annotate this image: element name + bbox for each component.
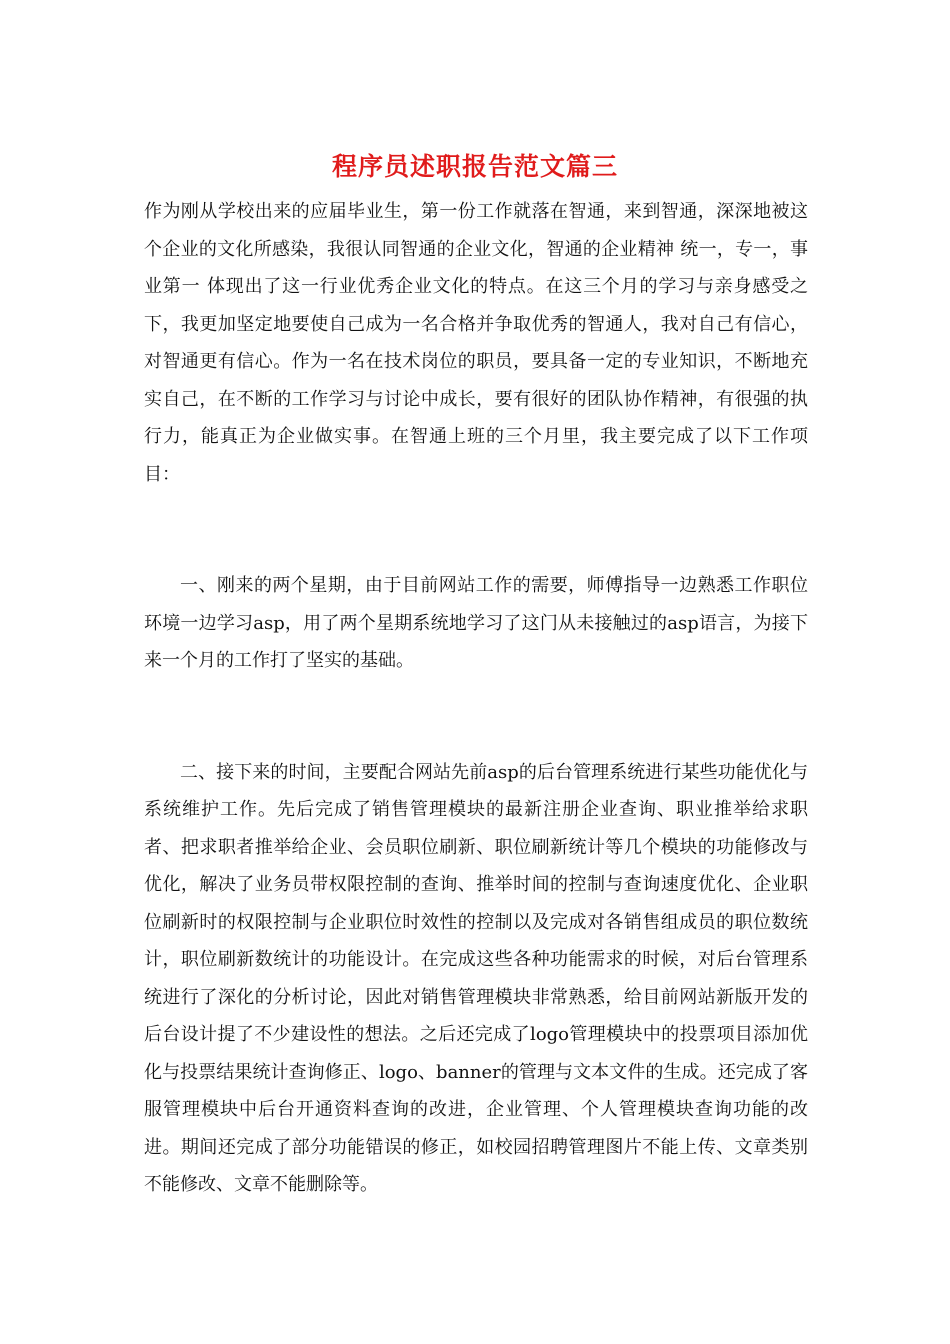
- document-title: 程序员述职报告范文篇三: [331, 152, 618, 181]
- paragraph-intro: 作为刚从学校出来的应届毕业生，第一份工作就落在智通，来到智通，深深地被这个企业的文化所感染，我很认同智通的企业文化，智通的企业精神 统一，专一，事业第一 体现出了这一行业优秀企业文化的特点。在这三个月的学习与亲身感受之下，我更加坚定地要使自己成为一名合格并争取优秀的智通人，我对自己有信心，对智通更有信心。作为一名在技术岗位的职员，要具备一定的专业知识，不断地充实自己，在不断的工作学习与讨论中成长，要有很好的团队协作精神，有很强的执行力，能真正为企业做实事。在智通上班的三个月里，我主要完成了以下工作项目：: [144, 201, 808, 485]
- paragraph-item-one: 一、刚来的两个星期，由于目前网站工作的需要，师傅指导一边熟悉工作职位环境一边学习asp，用了两个星期系统地学习了这门从未接触过的asp语言，为接下来一个月的工作打了坚实的基础。: [144, 575, 808, 671]
- paragraph-item-two: 二、接下来的时间，主要配合网站先前asp的后台管理系统进行某些功能优化与系统维护工作。先后完成了销售管理模块的最新注册企业查询、职业推举给求职者、把求职者推举给企业、会员职位刷新、职位刷新统计等几个模块的功能修改与优化，解决了业务员带权限控制的查询、推举时间的控制与查询速度优化、企业职位刷新时的权限控制与企业职位时效性的控制以及完成对各销售组成员的职位数统计，职位刷新数统计的功能设计。在完成这些各种功能需求的时候，对后台管理系统进行了深化的分析讨论，因此对销售管理模块非常熟悉，给目前网站新版开发的后台设计提了不少建设性的想法。之后还完成了logo管理模块中的投票项目添加优化与投票结果统计查询修正、logo、banner的管理与文本文件的生成。还完成了客服管理模块中后台开通资料查询的改进，企业管理、个人管理模块查询功能的改进。期间还完成了部分功能错误的修正，如校园招聘管理图片不能上传、文章类别不能修改、文章不能删除等。: [144, 761, 808, 1195]
- document-body: [144, 193, 808, 1204]
